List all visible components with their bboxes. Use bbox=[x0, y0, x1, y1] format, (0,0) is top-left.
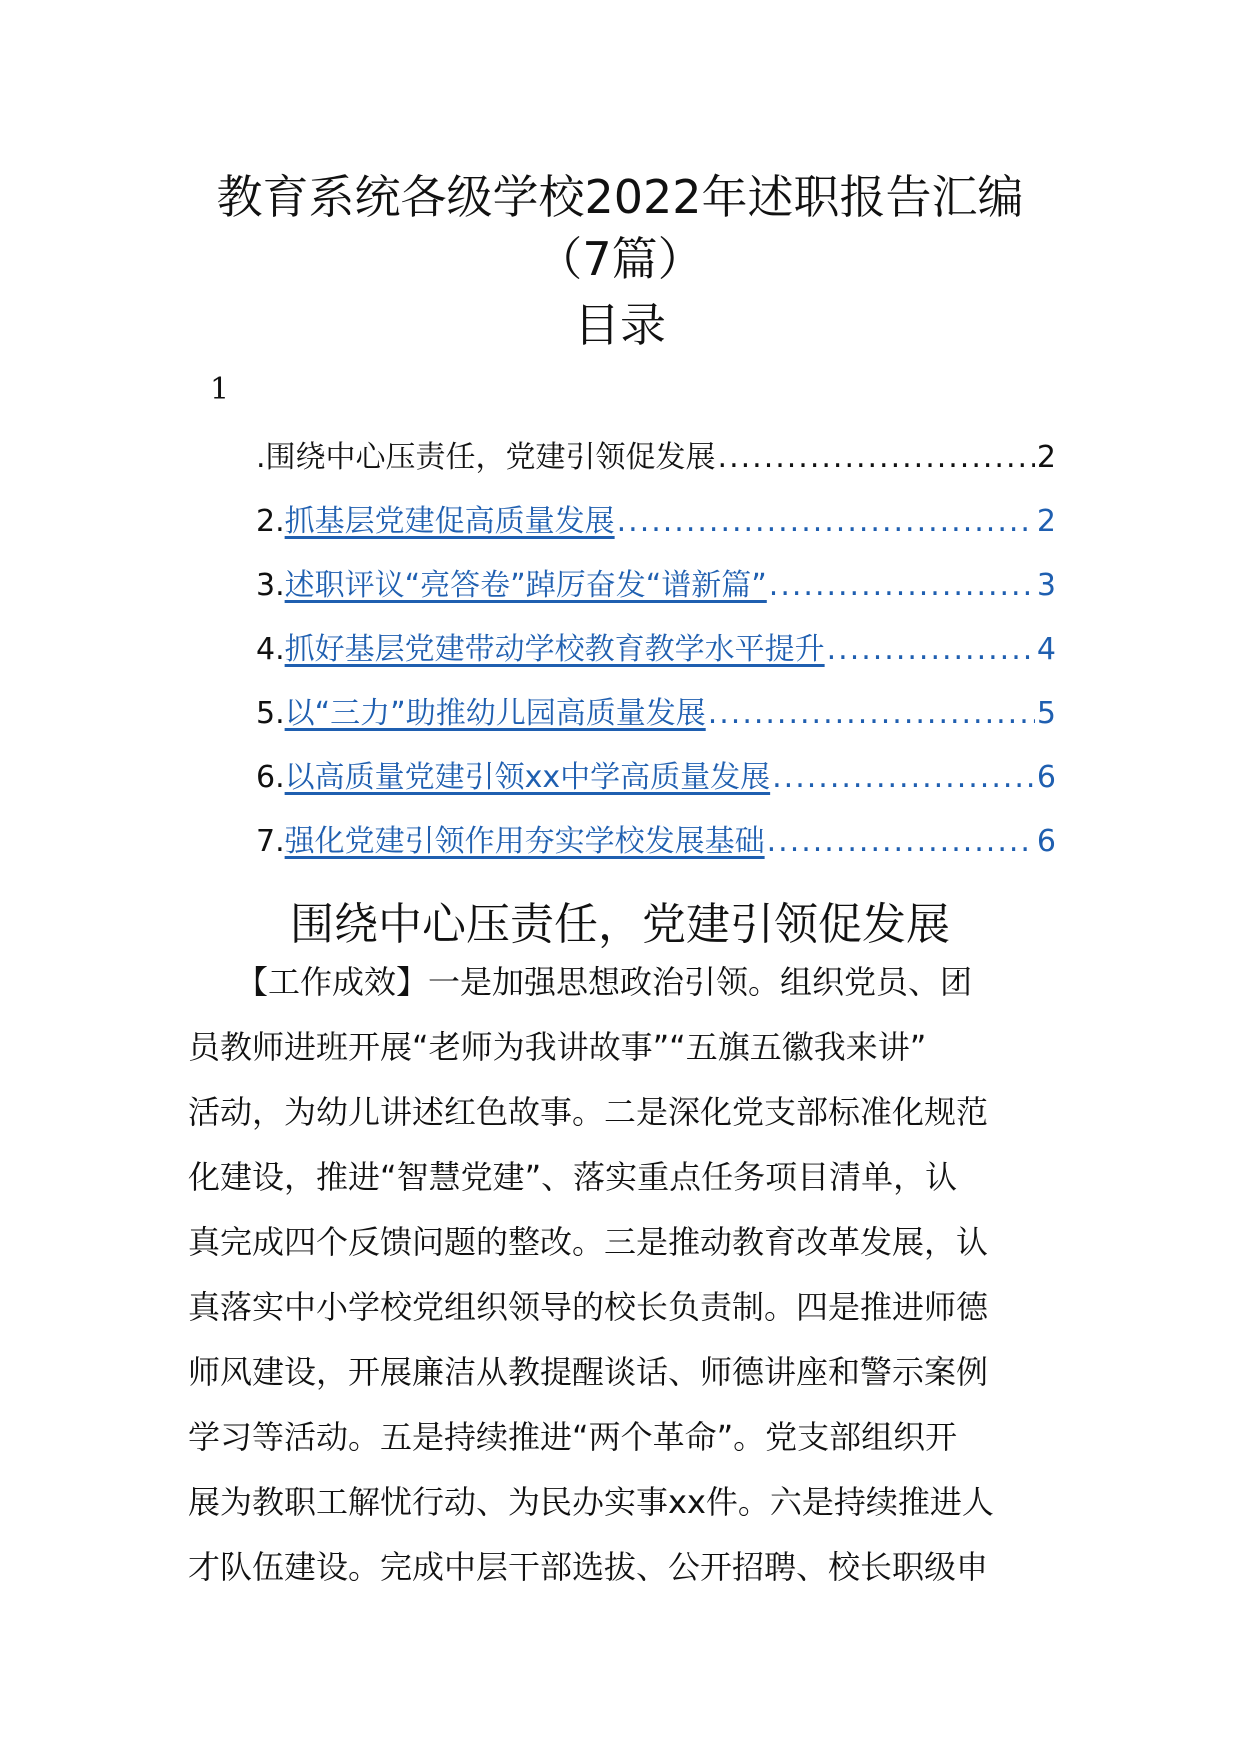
body-line: 化建设，推进“智慧党建”、落实重点任务项目清单，认 bbox=[188, 1158, 958, 1196]
toc-item-link[interactable]: 抓好基层党建带动学校教育教学水平提升 bbox=[284, 632, 825, 667]
body-line: 学习等活动。五是持续推进“两个革命”。党支部组织开 bbox=[188, 1418, 958, 1456]
toc-item-page[interactable]: 6 bbox=[1036, 824, 1056, 859]
toc-item-number: 7. bbox=[256, 824, 285, 859]
section-body bbox=[188, 950, 1054, 1600]
toc-leader-dots bbox=[769, 568, 1035, 603]
body-line: 师风建设，开展廉洁从教提醒谈话、师德讲座和警示案例 bbox=[188, 1353, 989, 1391]
toc-item-link[interactable]: 以“三力”助推幼儿园高质量发展 bbox=[284, 696, 706, 731]
toc-item-number: 6. bbox=[256, 760, 285, 795]
toc-item-5[interactable] bbox=[256, 688, 1056, 752]
toc-item-page[interactable]: 4 bbox=[1036, 632, 1056, 667]
toc-item-page[interactable]: 3 bbox=[1036, 568, 1056, 603]
toc-leader-dots bbox=[708, 696, 1035, 731]
toc-item-1[interactable] bbox=[256, 432, 1056, 496]
toc-item-link[interactable]: 抓基层党建促高质量发展 bbox=[284, 504, 615, 539]
toc-item-page: 2 bbox=[1036, 440, 1056, 475]
toc-item-number: 3. bbox=[256, 568, 285, 603]
toc-leader-dots bbox=[718, 440, 1035, 475]
toc-leader-dots bbox=[772, 760, 1035, 795]
body-line: 真落实中小学校党组织领导的校长负责制。四是推进师德 bbox=[188, 1288, 989, 1326]
toc-item-number: 5. bbox=[256, 696, 285, 731]
body-line: 员教师进班开展“老师为我讲故事”“五旗五徽我来讲” bbox=[188, 1028, 927, 1066]
toc-prefix-number: 1 bbox=[210, 372, 230, 407]
document-title-count: （7篇） bbox=[536, 232, 704, 286]
toc-item-link[interactable]: 以高质量党建引领xx中学高质量发展 bbox=[284, 760, 771, 795]
body-line: 展为教职工解忧行动、为民办实事xx件。六是持续推进人 bbox=[188, 1483, 994, 1521]
toc-item-number: 2. bbox=[256, 504, 285, 539]
table-of-contents bbox=[256, 432, 1056, 880]
toc-item-link[interactable]: 述职评议“亮答卷”踔厉奋发“谱新篇” bbox=[284, 568, 767, 603]
toc-item-page[interactable]: 6 bbox=[1036, 760, 1056, 795]
document-title: 教育系统各级学校2022年述职报告汇编 bbox=[216, 170, 1024, 224]
toc-item-7[interactable] bbox=[256, 816, 1056, 880]
toc-item-number: 4. bbox=[256, 632, 285, 667]
body-line: 【工作成效】一是加强思想政治引领。组织党员、团 bbox=[188, 963, 973, 1001]
toc-leader-dots bbox=[827, 632, 1035, 667]
toc-item-page[interactable]: 5 bbox=[1036, 696, 1056, 731]
toc-leader-dots bbox=[617, 504, 1035, 539]
toc-item-text: .围绕中心压责任，党建引领促发展 bbox=[256, 440, 716, 475]
toc-item-6[interactable] bbox=[256, 752, 1056, 816]
body-line: 才队伍建设。完成中层干部选拔、公开招聘、校长职级申 bbox=[188, 1548, 989, 1586]
toc-item-link[interactable]: 强化党建引领作用夯实学校发展基础 bbox=[284, 824, 765, 859]
body-line: 活动，为幼儿讲述红色故事。二是深化党支部标准化规范 bbox=[188, 1093, 989, 1131]
section-heading: 围绕中心压责任，党建引领促发展 bbox=[290, 899, 950, 950]
toc-heading: 目录 bbox=[574, 298, 666, 352]
toc-leader-dots bbox=[767, 824, 1035, 859]
toc-item-3[interactable] bbox=[256, 560, 1056, 624]
toc-item-4[interactable] bbox=[256, 624, 1056, 688]
toc-item-2[interactable] bbox=[256, 496, 1056, 560]
toc-item-page[interactable]: 2 bbox=[1036, 504, 1056, 539]
body-line: 真完成四个反馈问题的整改。三是推动教育改革发展，认 bbox=[188, 1223, 989, 1261]
